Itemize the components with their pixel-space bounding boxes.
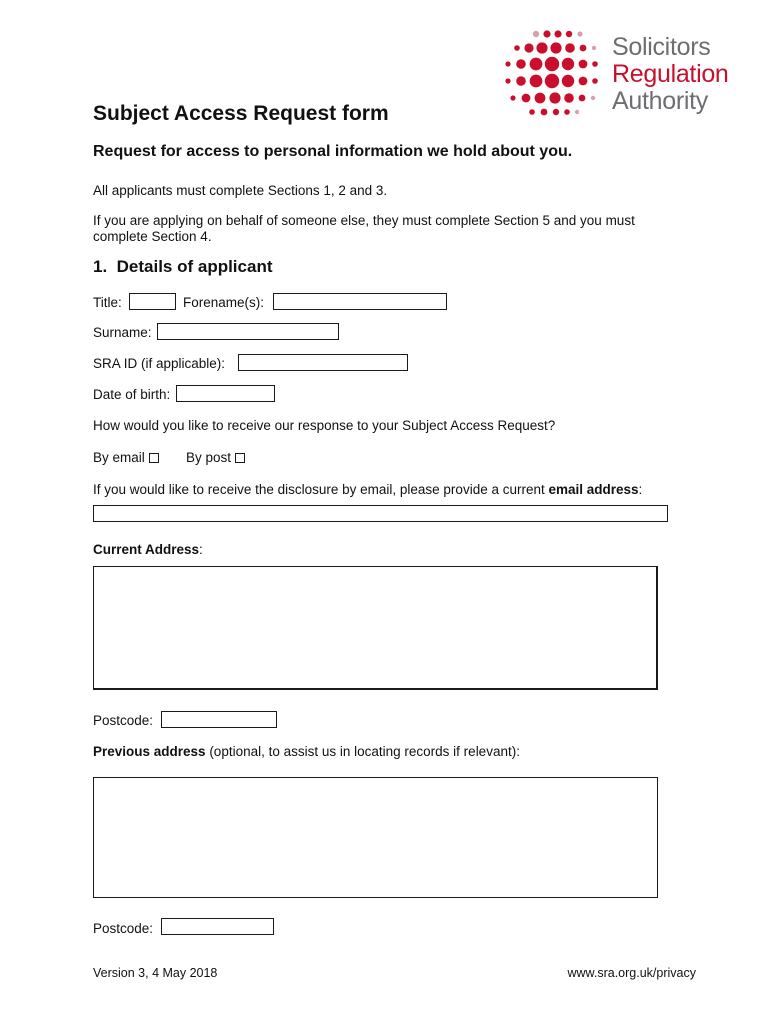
intro-paragraph-1: All applicants must complete Sections 1, 2 and 3.: [93, 183, 388, 198]
current-address-label: [93, 541, 203, 558]
footer-url[interactable]: www.sra.org.uk/privacy: [567, 966, 696, 980]
email-address-input[interactable]: [93, 505, 668, 522]
forename-label: Forename(s):: [183, 295, 265, 310]
date-of-birth-label: Date of birth:: [93, 387, 171, 402]
current-address-textarea[interactable]: [93, 566, 658, 690]
email-address-prompt: [93, 481, 642, 498]
email-prompt-colon: :: [638, 482, 643, 497]
previous-postcode-label: Postcode:: [93, 921, 154, 936]
previous-postcode-input[interactable]: [161, 918, 274, 935]
by-post-checkbox[interactable]: [235, 453, 245, 463]
previous-address-label: [93, 743, 520, 760]
title-input[interactable]: [129, 293, 176, 310]
email-prompt-text: If you would like to receive the disclosure by email, please provide a current: [93, 482, 549, 497]
intro-paragraph-2-line-1: If you are applying on behalf of someone else, they must complete Section 5 and you must: [93, 213, 635, 228]
previous-address-textarea[interactable]: [93, 777, 658, 898]
surname-label: Surname:: [93, 325, 152, 340]
footer-version: Version 3, 4 May 2018: [93, 966, 218, 980]
sra-id-input[interactable]: [238, 354, 408, 371]
by-email-option: [93, 449, 159, 466]
current-postcode-input[interactable]: [161, 711, 277, 728]
logo-text-regulation: Regulation: [612, 60, 729, 88]
by-email-checkbox[interactable]: [149, 453, 159, 463]
surname-input[interactable]: [157, 323, 339, 340]
by-post-option: [186, 449, 245, 466]
page-subtitle: Request for access to personal information we hold about you.: [93, 143, 573, 160]
section-1-heading: 1. Details of applicant: [93, 257, 273, 276]
email-prompt-bold: email address: [548, 482, 639, 497]
current-address-label-colon: :: [199, 542, 203, 557]
current-address-label-bold: Current Address: [93, 542, 200, 557]
logo-text-authority: Authority: [612, 87, 708, 115]
forename-input[interactable]: [273, 293, 447, 310]
intro-paragraph-2-line-2: complete Section 4.: [93, 229, 212, 244]
previous-address-label-bold: Previous address: [93, 744, 206, 759]
title-label: Title:: [93, 295, 122, 310]
current-postcode-label: Postcode:: [93, 713, 154, 728]
previous-address-label-note: (optional, to assist us in locating records if relevant):: [205, 744, 520, 759]
by-email-label: By email: [93, 450, 145, 465]
response-method-question: How would you like to receive our response to your Subject Access Request?: [93, 418, 556, 433]
page-title: Subject Access Request form: [93, 102, 389, 125]
logo-text-solicitors: Solicitors: [612, 33, 711, 61]
sra-id-label: SRA ID (if applicable):: [93, 356, 226, 371]
date-of-birth-input[interactable]: [176, 385, 275, 402]
sra-logo-dots-icon: [500, 26, 606, 120]
by-post-label: By post: [186, 450, 232, 465]
